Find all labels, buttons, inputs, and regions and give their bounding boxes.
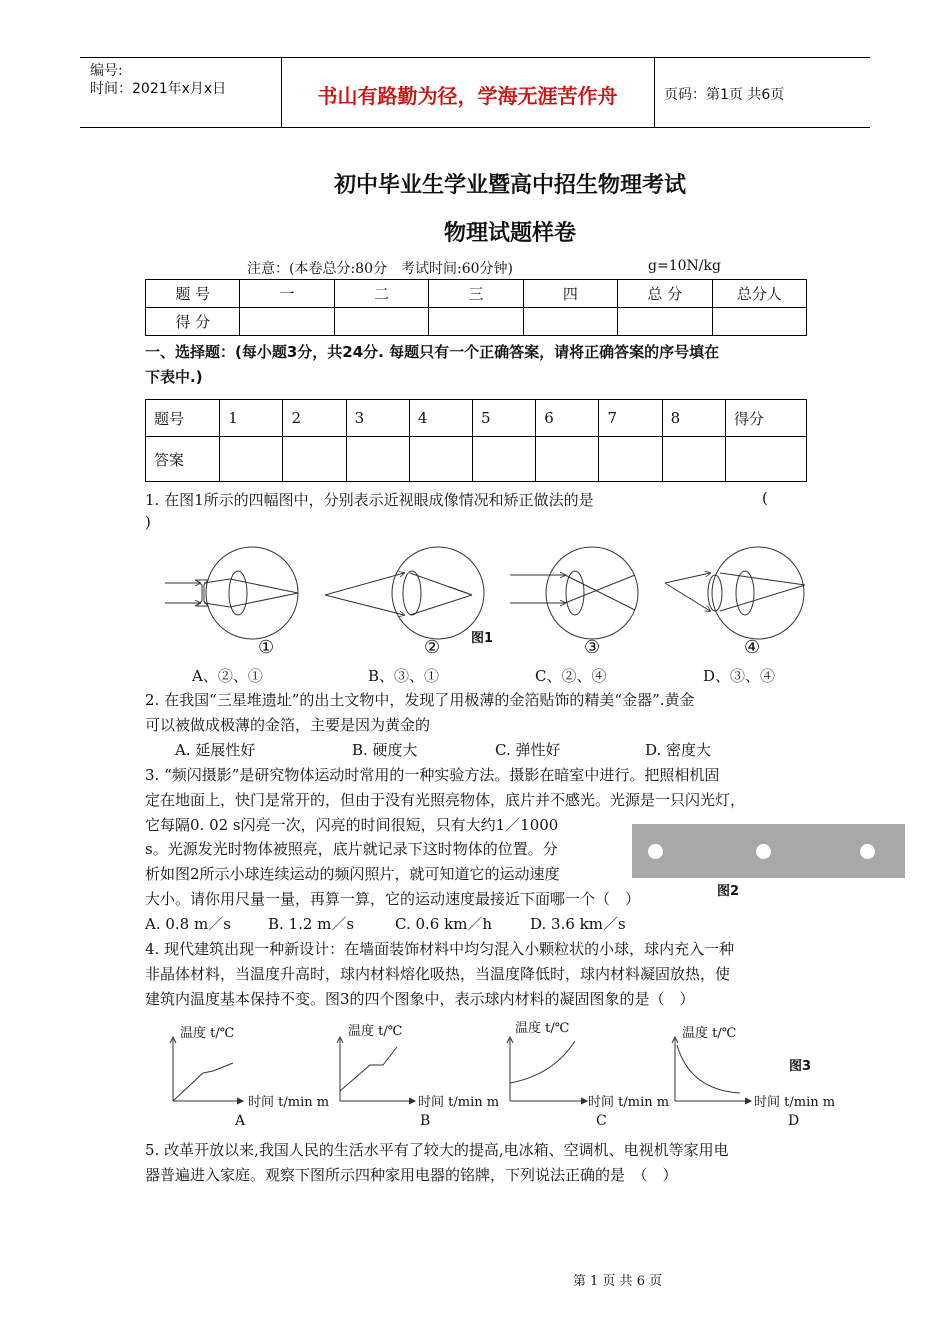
q2-option-c[interactable]: C. 弹性好 <box>495 741 561 759</box>
graph-option-b[interactable]: B <box>420 1113 431 1129</box>
answer-table-header: 5 <box>473 400 536 437</box>
answer-table-header: 题号 <box>146 400 220 437</box>
page-subtitle: 物理试题样卷 <box>443 221 576 246</box>
exam-notice: 注意：(本卷总分:80分 考试时间:60分钟) <box>247 261 513 277</box>
section-heading: 下表中.) <box>145 368 203 386</box>
figure-2-label: 图2 <box>717 884 740 899</box>
q1-paren-open: ( <box>762 489 768 507</box>
header-page-info: 页码：第1页 共6页 <box>664 87 785 103</box>
answer-table-header: 8 <box>662 400 725 437</box>
q3-option-d[interactable]: D. 3.6 km／s <box>530 915 626 933</box>
time-label: 时间：2021年x月x日 <box>90 81 227 97</box>
answer-table-header: 2 <box>283 400 346 437</box>
graph-option-d[interactable]: D <box>788 1113 800 1129</box>
header-meta <box>90 62 226 98</box>
score-cell[interactable] <box>334 308 428 336</box>
q4-text: 4. 现代建筑出现一种新设计：在墙面装饰材料中均匀混入小颗粒状的小球，球内充入一种 <box>145 940 735 958</box>
ball-image <box>648 844 663 859</box>
graph-c <box>507 1037 587 1104</box>
graph-a-x-label: 时间 t/min m <box>248 1095 330 1110</box>
answer-cell[interactable] <box>599 437 662 482</box>
figure-1-label: 图1 <box>471 631 494 646</box>
eye-diagram-4 <box>665 547 805 639</box>
graph-d <box>672 1037 751 1104</box>
document-header <box>80 57 870 128</box>
q3-option-a[interactable]: A. 0.8 m／s <box>145 915 231 933</box>
score-table <box>145 279 807 336</box>
q3-text: s。光源发光时物体被照亮，底片就记录下这时物体的位置。分 <box>145 840 558 858</box>
answer-cell[interactable] <box>409 437 472 482</box>
page-footer: 第 1 页 共 6 页 <box>572 1274 663 1289</box>
q1-option-b[interactable]: B、③、① <box>368 667 440 685</box>
q1-paren-close: ) <box>145 513 151 531</box>
answer-cell[interactable] <box>473 437 536 482</box>
score-table-header: 一 <box>240 280 334 308</box>
score-table-header: 三 <box>429 280 523 308</box>
graph-a <box>170 1037 243 1104</box>
ball-image <box>860 844 875 859</box>
q1-option-c[interactable]: C、②、④ <box>535 667 607 685</box>
graph-option-c[interactable]: C <box>596 1113 607 1129</box>
answer-table-header: 3 <box>346 400 409 437</box>
page-title: 初中毕业生学业暨高中招生物理考试 <box>333 173 686 198</box>
number-label: 编号: <box>90 63 123 79</box>
gravity-constant: g=10N/kg <box>648 258 721 274</box>
answer-table-header: 得分 <box>725 400 806 437</box>
score-cell[interactable] <box>712 308 806 336</box>
q3-option-c[interactable]: C. 0.6 km／h <box>395 915 493 933</box>
score-table-header: 二 <box>334 280 428 308</box>
score-cell[interactable] <box>240 308 334 336</box>
answer-cell[interactable] <box>662 437 725 482</box>
answer-cell[interactable] <box>536 437 599 482</box>
figure-number: ④ <box>744 637 761 658</box>
answer-table-label: 答案 <box>146 437 220 482</box>
q2-option-a[interactable]: A. 延展性好 <box>175 741 256 759</box>
header-divider <box>654 58 655 127</box>
answer-table-header: 6 <box>536 400 599 437</box>
q2-option-b[interactable]: B. 硬度大 <box>352 741 418 759</box>
q4-text: 非晶体材料，当温度升高时，球内材料熔化吸热，当温度降低时，球内材料凝固放热，使 <box>145 965 731 983</box>
q1-text: 1. 在图1所示的四幅图中，分别表示近视眼成像情况和矫正做法的是 <box>145 491 594 509</box>
figure-2-strobe-photo <box>632 824 905 878</box>
answer-cell[interactable] <box>283 437 346 482</box>
answer-table-header: 4 <box>409 400 472 437</box>
answer-table <box>145 399 807 482</box>
graph-c-x-label: 时间 t/min m <box>588 1095 670 1110</box>
q3-text: 析如图2所示小球连续运动的频闪照片，就可知道它的运动速度 <box>145 865 560 883</box>
score-table-header: 总分人 <box>712 280 806 308</box>
q2-option-d[interactable]: D. 密度大 <box>645 741 712 759</box>
q3-text: 它每隔0. 02 s闪亮一次，闪亮的时间很短，只有大约1／1000 <box>145 816 559 834</box>
answer-table-header: 7 <box>599 400 662 437</box>
graph-d-x-label: 时间 t/min m <box>754 1095 836 1110</box>
score-table-header: 题 号 <box>146 280 240 308</box>
q1-option-d[interactable]: D、③、④ <box>703 667 776 685</box>
score-table-header: 四 <box>523 280 617 308</box>
score-cell[interactable] <box>618 308 712 336</box>
figure-number: ③ <box>584 637 601 658</box>
section-heading: 一、选择题：(每小题3分，共24分. 每题只有一个正确答案，请将正确答案的序号填在 <box>145 343 720 361</box>
q3-text: 定在地面上，快门是常开的，但由于没有光照亮物体，底片并不感光。光源是一只闪光灯， <box>145 791 746 809</box>
q2-text: 可以被做成极薄的金箔，主要是因为黄金的 <box>145 716 431 734</box>
eye-diagram-2 <box>325 547 484 639</box>
graph-option-a[interactable]: A <box>235 1113 246 1129</box>
q3-text: 3. “频闪摄影”是研究物体运动时常用的一种实验方法。摄影在暗室中进行。把照相机固 <box>145 766 720 784</box>
figure-3-label: 图3 <box>789 1059 812 1074</box>
graph-c-y-label: 温度 t/℃ <box>515 1021 570 1036</box>
graph-a-y-label: 温度 t/℃ <box>180 1026 235 1041</box>
answer-cell[interactable] <box>346 437 409 482</box>
graph-d-y-label: 温度 t/℃ <box>682 1026 737 1041</box>
q3-option-b[interactable]: B. 1.2 m／s <box>268 915 355 933</box>
graph-b-x-label: 时间 t/min m <box>418 1095 500 1110</box>
ball-image <box>756 844 771 859</box>
answer-cell[interactable] <box>220 437 283 482</box>
q3-text: 大小。请你用尺量一量，再算一算，它的运动速度最接近下面哪一个（ ） <box>145 890 641 908</box>
graph-b <box>337 1037 415 1104</box>
q4-text: 建筑内温度基本保持不变。图3的四个图象中，表示球内材料的凝固图象的是（ ） <box>145 990 695 1008</box>
header-motto: 书山有路勤为径，学海无涯苦作舟 <box>317 84 618 108</box>
q5-text: 5. 改革开放以来,我国人民的生活水平有了较大的提高,电冰箱、空调机、电视机等家用电 <box>145 1141 729 1159</box>
figure-number: ① <box>258 637 275 658</box>
figure-number: ② <box>424 637 441 658</box>
score-table-label: 得 分 <box>146 308 240 336</box>
answer-cell[interactable] <box>725 437 806 482</box>
graph-b-y-label: 温度 t/℃ <box>348 1024 403 1039</box>
eye-diagram-3 <box>510 547 638 639</box>
answer-table-header: 1 <box>220 400 283 437</box>
eye-diagram-1 <box>165 547 298 639</box>
score-table-header: 总 分 <box>618 280 712 308</box>
score-cell[interactable] <box>429 308 523 336</box>
score-cell[interactable] <box>523 308 617 336</box>
q2-text: 2. 在我国“三星堆遗址”的出土文物中，发现了用极薄的金箔贴饰的精美“金器”.黄金 <box>145 691 695 709</box>
q1-option-a[interactable]: A、②、① <box>192 667 263 685</box>
q5-text: 器普遍进入家庭。观察下图所示四种家用电器的铭牌，下列说法正确的是 （ ） <box>145 1166 678 1184</box>
